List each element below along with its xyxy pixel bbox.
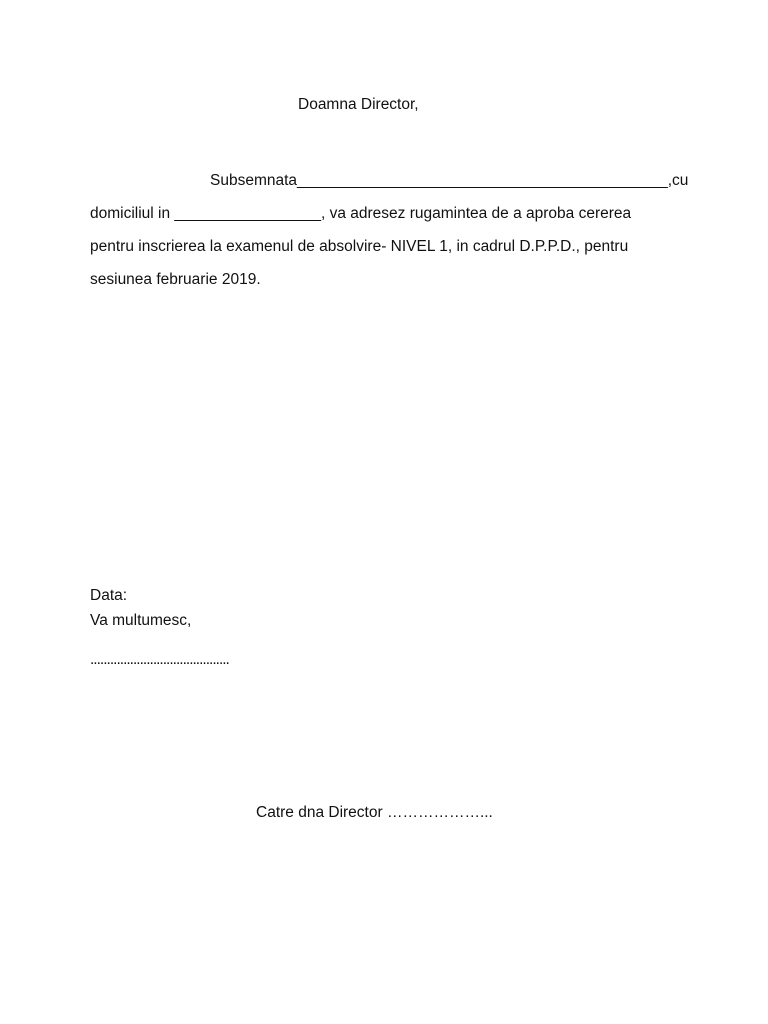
date-label: Data: [90,587,128,604]
signature-line: .......................................... [90,651,229,668]
closing-thanks: Va multumesc, [90,612,192,629]
body-line-1: Subsemnata___________________________________________,cu [210,172,689,189]
body-line-4: sesiunea februarie 2019. [90,271,261,288]
addressee-line: Catre dna Director ………………... [256,804,493,821]
body-line-3: pentru inscrierea la examenul de absolvire- NIVEL 1, in cadrul D.P.P.D., pentru [90,238,629,255]
body-line-2: domiciliul in _________________, va adresez rugamintea de a aproba cererea [90,205,632,222]
salutation: Doamna Director, [298,96,419,113]
